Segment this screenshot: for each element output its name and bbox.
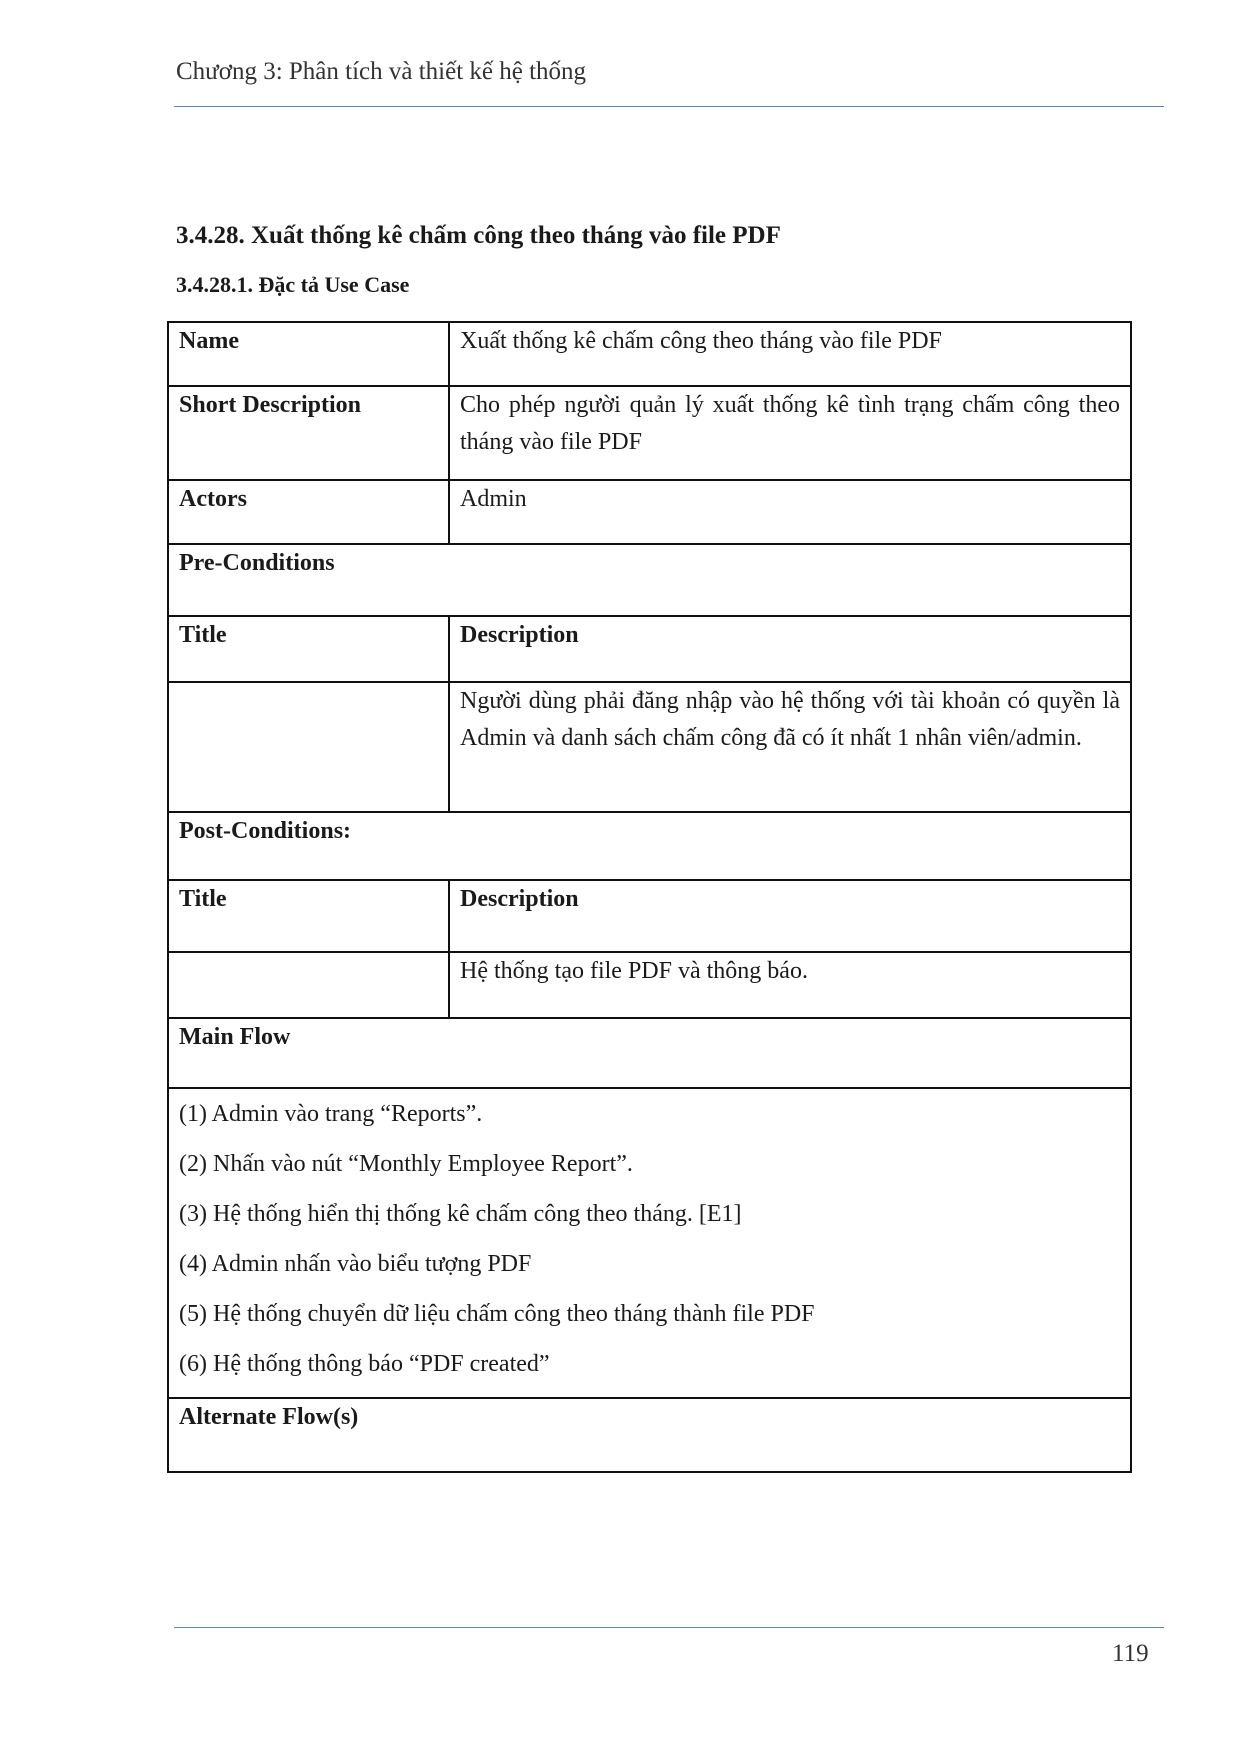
row-post-conditions [168,812,1131,880]
main-flow-step: (6) Hệ thống thông báo “PDF created” [179,1351,550,1377]
name-label: Name [168,322,449,386]
post-description-header: Description [449,880,1131,952]
row-main-flow [168,1018,1131,1088]
row-main-flow-steps [168,1088,1131,1398]
post-description: Hệ thống tạo file PDF và thông báo. [449,952,1131,1018]
row-post-headers [168,880,1131,952]
row-name [168,322,1131,386]
main-flow-step: (2) Nhấn vào nút “Monthly Employee Report”. [179,1151,633,1177]
pre-title-cell [168,682,449,812]
page-number: 119 [1112,1640,1149,1667]
row-pre-headers [168,616,1131,682]
section-title: 3.4.28. Xuất thống kê chấm công theo tháng vào file PDF [176,222,781,249]
pre-title-header: Title [168,616,449,682]
name-value: Xuất thống kê chấm công theo tháng vào file PDF [449,322,1131,386]
short-description-label: Short Description [168,386,449,480]
main-flow-label: Main Flow [168,1018,1131,1088]
row-pre-content [168,682,1131,812]
footer-rule [174,1627,1164,1628]
actors-label: Actors [168,480,449,544]
post-title-cell [168,952,449,1018]
row-short-description [168,386,1131,480]
row-alternate-flows [168,1398,1131,1472]
row-pre-conditions [168,544,1131,616]
alternate-flows-label: Alternate Flow(s) [168,1398,1131,1472]
main-flow-steps [168,1088,1131,1398]
row-post-content [168,952,1131,1018]
subsection-title: 3.4.28.1. Đặc tả Use Case [176,272,410,297]
post-conditions-label: Post-Conditions: [168,812,1131,880]
short-description-value: Cho phép người quản lý xuất thống kê tình trạng chấm công theo tháng vào file PDF [449,386,1131,480]
main-flow-step: (3) Hệ thống hiển thị thống kê chấm công theo tháng. [E1] [179,1201,742,1227]
main-flow-step: (1) Admin vào trang “Reports”. [179,1101,483,1127]
use-case-table [167,321,1132,1473]
row-actors [168,480,1131,544]
pre-description: Người dùng phải đăng nhập vào hệ thống với tài khoản có quyền là Admin và danh sách chấm công đã có ít nhất 1 nhân viên/admin. [449,682,1131,812]
main-flow-step: (4) Admin nhấn vào biểu tượng PDF [179,1251,532,1277]
pre-conditions-label: Pre-Conditions [168,544,1131,616]
actors-value: Admin [449,480,1131,544]
running-header: Chương 3: Phân tích và thiết kế hệ thống [176,58,587,85]
main-flow-step: (5) Hệ thống chuyển dữ liệu chấm công theo tháng thành file PDF [179,1301,815,1327]
header-rule [174,106,1164,107]
post-title-header: Title [168,880,449,952]
pre-description-header: Description [449,616,1131,682]
